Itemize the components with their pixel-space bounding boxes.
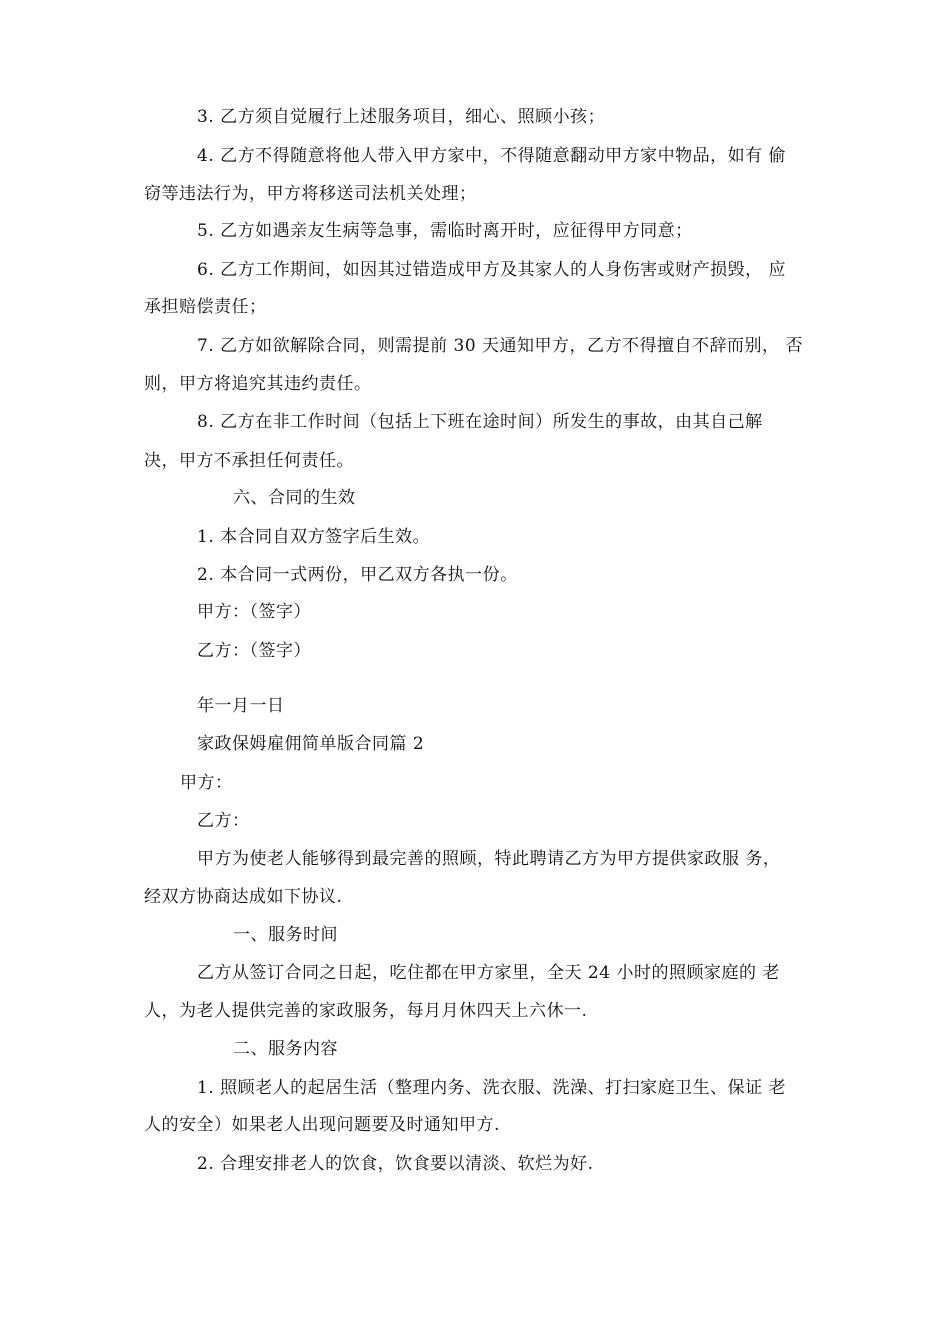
clause-3: 3. 乙方须自觉履行上述服务项目，细心、照顾小孩；	[197, 107, 606, 127]
party-b-signature: 乙方：（签字）	[197, 641, 311, 661]
contract-2-party-a: 甲方：	[180, 773, 233, 793]
contract-2-party-b: 乙方：	[197, 811, 250, 831]
clause-6: 6. 乙方工作期间，如因其过错造成甲方及其家人的人身伤害或财产损毁， 应	[197, 260, 787, 280]
effect-clause-2: 2. 本合同一式两份，甲乙双方各执一份。	[197, 565, 518, 585]
service-time-text: 乙方从签订合同之日起，吃住都在甲方家里，全天 24 小时的照顾家庭的 老	[197, 963, 780, 983]
section-heading-effect: 六、合同的生效	[233, 488, 356, 508]
service-content-1-cont: 人的安全）如果老人出现问题要及时通知甲方.	[144, 1115, 500, 1135]
clause-7: 7. 乙方如欲解除合同，则需提前 30 天通知甲方，乙方不得擅自不辞而别， 否	[197, 336, 803, 356]
section-heading-service-content: 二、服务内容	[233, 1039, 338, 1059]
clause-8: 8. 乙方在非工作时间（包括上下班在途时间）所发生的事故，由其自己解	[197, 412, 763, 432]
service-time-text-cont: 人，为老人提供完善的家政服务，每月月休四天上六休一.	[144, 1001, 588, 1021]
service-content-1: 1. 照顾老人的起居生活（整理内务、洗衣服、洗澡、打扫家庭卫生、保证 老	[197, 1078, 787, 1098]
service-content-2: 2. 合理安排老人的饮食，饮食要以清淡、软烂为好.	[197, 1154, 594, 1174]
party-a-signature: 甲方：（签字）	[197, 602, 311, 622]
clause-6-cont: 承担赔偿责任；	[144, 297, 267, 317]
clause-8-cont: 决，甲方不承担任何责任。	[144, 451, 354, 471]
contract-2-preamble: 甲方为使老人能够得到最完善的照顾，特此聘请乙方为甲方提供家政服 务，	[197, 849, 781, 869]
contract-2-title: 家政保姆雇佣简单版合同篇 2	[197, 734, 425, 754]
contract-2-preamble-cont: 经双方协商达成如下协议.	[144, 887, 343, 907]
clause-4-cont: 窃等违法行为，甲方将移送司法机关处理；	[144, 184, 477, 204]
section-heading-service-time: 一、服务时间	[233, 925, 338, 945]
clause-7-cont: 则，甲方将追究其违约责任。	[144, 374, 372, 394]
clause-4: 4. 乙方不得随意将他人带入甲方家中，不得随意翻动甲方家中物品，如有 偷	[197, 146, 787, 166]
effect-clause-1: 1. 本合同自双方签字后生效。	[197, 527, 431, 547]
date-line: 年一月一日	[197, 696, 285, 716]
clause-5: 5. 乙方如遇亲友生病等急事，需临时离开时，应征得甲方同意；	[197, 221, 693, 241]
